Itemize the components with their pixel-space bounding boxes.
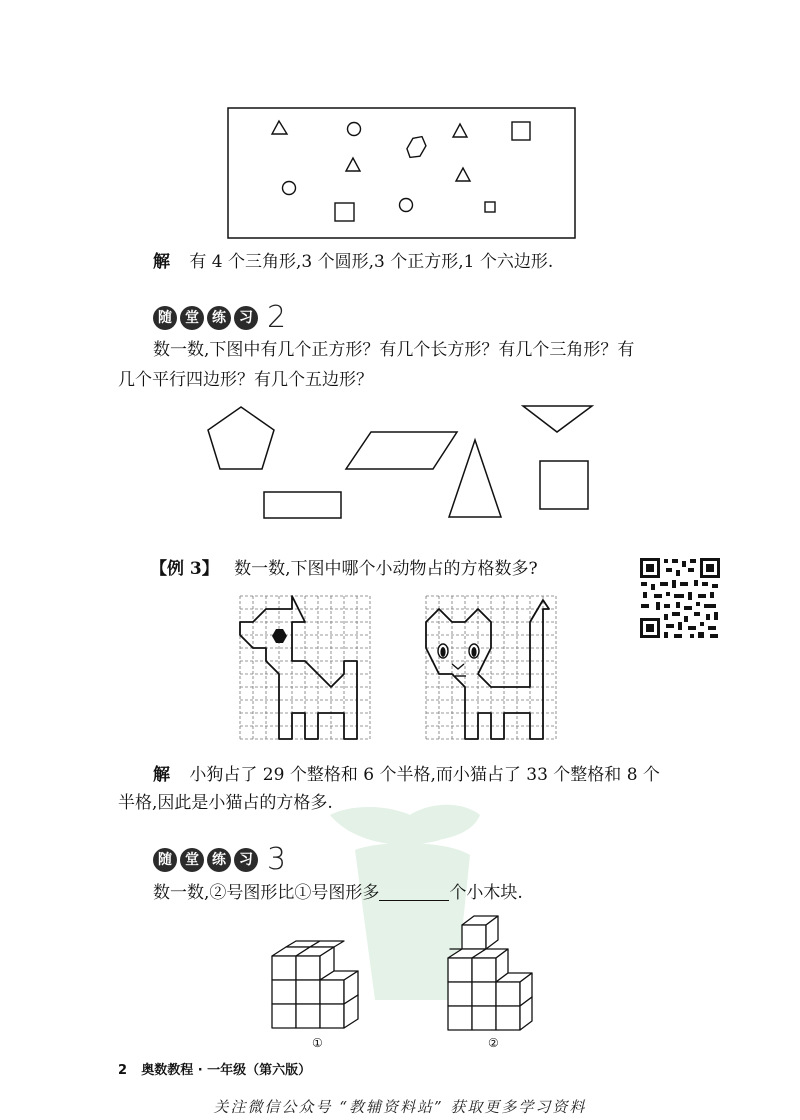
figure-label-2: ② [488, 1036, 499, 1050]
example-tag: 【例 3】 [150, 559, 219, 579]
badge-char: 习 [234, 848, 258, 872]
badge-char: 随 [153, 306, 177, 330]
page-footer [118, 1059, 311, 1078]
badge-char: 随 [153, 848, 177, 872]
page-number: 2 [118, 1063, 128, 1078]
badge-char: 堂 [180, 848, 204, 872]
solution-label: 解 [153, 765, 170, 785]
badge-char: 练 [207, 848, 231, 872]
practice3-question-before: 数一数,②号图形比①号图形多 [153, 883, 380, 903]
example3-question: 数一数,下图中哪个小动物占的方格数多? [234, 559, 538, 579]
example3-solution-line1: 小狗占了 29 个整格和 6 个半格,而小猫占了 33 个整格和 8 个 [189, 765, 660, 785]
practice-number: 2 [267, 300, 287, 335]
practice3-question-after: 个小木块. [449, 883, 523, 903]
figure-label-1: ① [312, 1036, 323, 1050]
solution-text: 有 4 个三角形,3 个圆形,3 个正方形,1 个六边形. [189, 252, 554, 272]
solution-label: 解 [153, 252, 170, 272]
bottom-note: 关注微信公众号 “教辅资料站” 获取更多学习资料 [213, 1098, 587, 1116]
practice2-question-line1: 数一数,下图中有几个正方形？有几个长方形？有几个三角形？有 [153, 340, 635, 360]
badge-char: 练 [207, 306, 231, 330]
practice-number: 3 [267, 842, 287, 877]
badge-char: 堂 [180, 306, 204, 330]
example3-solution-line2: 半格,因此是小猫占的方格多. [118, 793, 333, 813]
book-title: 奥数教程 · 一年级（第六版） [141, 1063, 312, 1078]
practice2-question-line2: 几个平行四边形？有几个五边形？ [118, 370, 373, 390]
badge-char: 习 [234, 306, 258, 330]
